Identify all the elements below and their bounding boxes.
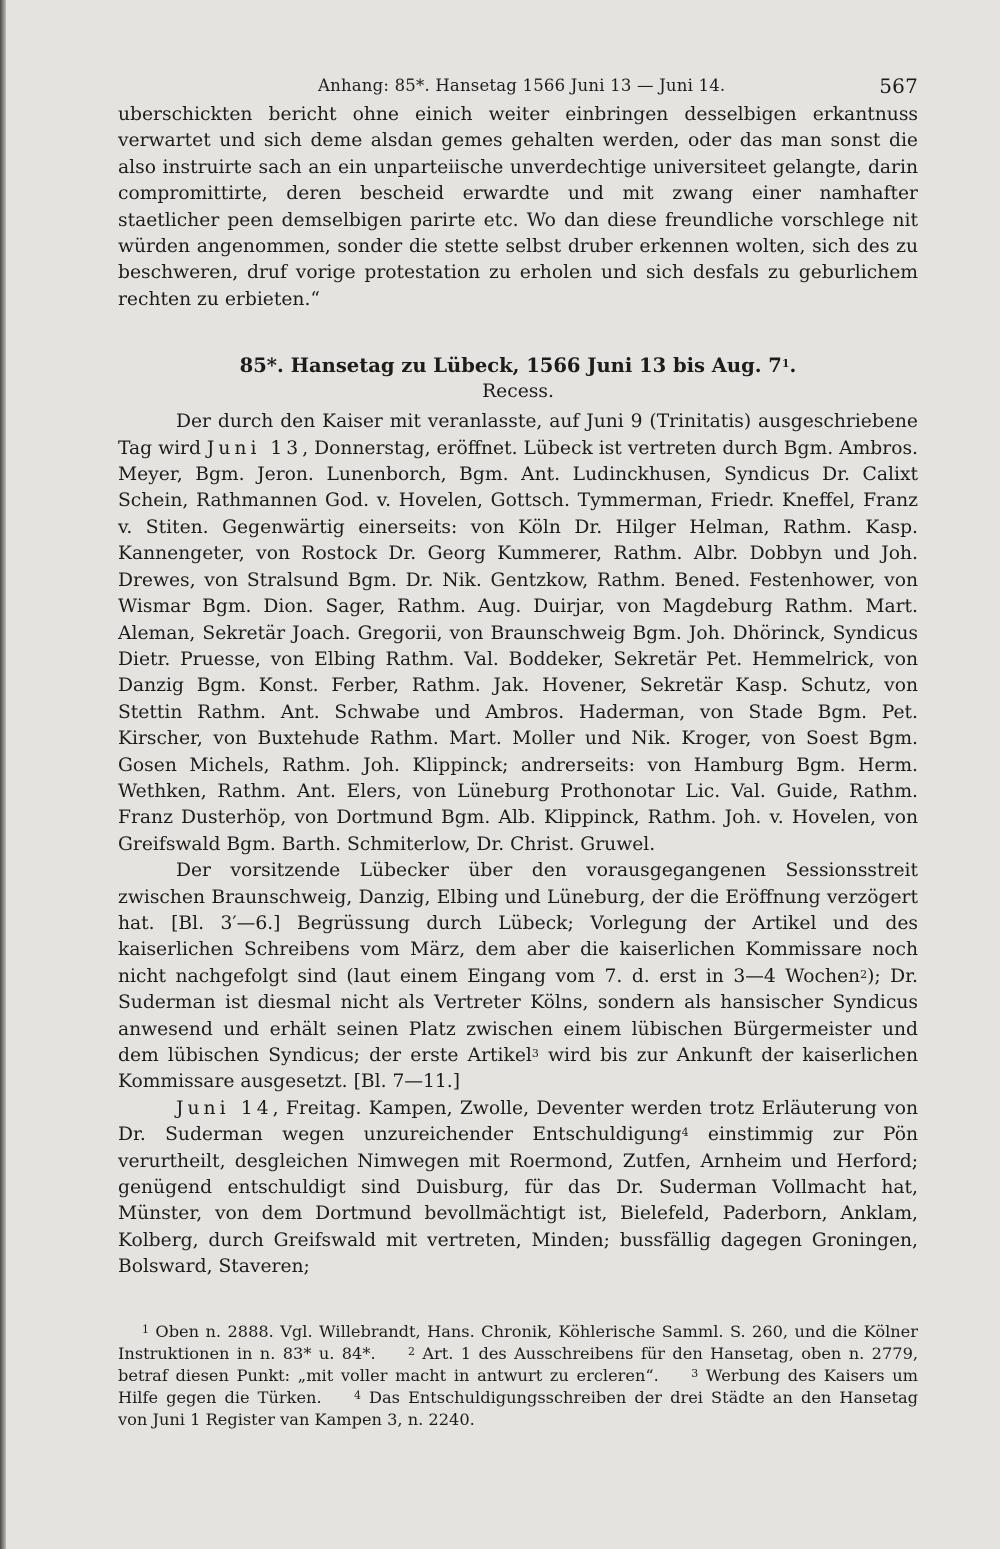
para1-text-b: , Donnerstag, eröffnet. Lübeck ist vertreten durch Bgm. Ambros. Meyer, Bgm. Jeron. Lunenborch, Bgm. Ant. Ludinckhusen, Syndicus Dr. Calixt Schein, Rathmannen God. v. Hovelen, Gottsch. Tymmerman, Friedr. Kneffel, Franz v. Stiten. Gegenwärtig einerseits: von Köln Dr. Hilger Helman, Rathm. Kasp. Kannengeter, von Rostock Dr. Georg Kummerer, Rathm. Albr. Dobbyn und Joh. Drewes, von Stralsund Bgm. Dr. Nik. Gentzkow, Rathm. Bened. Festenhower, von Wismar Bgm. Dion. Sager, Rathm. Aug. Duirjar, von Magdeburg Rathm. Mart. Aleman, Sekretär Joach. Gregorii, von Braunschweig Bgm. Joh. Dhörinck, Syndicus Dietr. Pruesse, von Elbing Rathm. Val. Boddeker, Sekretär Pet. Hemmelrick, von Danzig Bgm. Konst. Ferber, Rathm. Jak. Hovener, Sekretär Kasp. Schutz, von Stettin Rathm. Ant. Schwabe und Ambros. Haderman, von Stade Bgm. Pet. Kirscher, von Buxtehude Rathm. Mart. Moller und Nik. Kroger, von Soest Bgm. Gosen Michels, Rathm. Joh. Klippinck; andrerseits: von Hamburg Bgm. Herm. Wethken, Rathm. Ant. Elers, von Lüneburg Prothonotar Lic. Val. Guide, Rathm. Franz Dusterhöp, von Dortmund Bgm. Alb. Klippinck, Rathm. Joh. v. Hovelen, von Greifswald Bgm. Barth. Schmiterlow, Dr. Christ. Gruwel. [118, 437, 918, 855]
heading-end: . [789, 354, 797, 378]
footnote-1-marker: 1 [142, 1322, 149, 1336]
para3-text-b: einstimmig zur Pön verurtheilt, desgleichen Nimwegen mit Roermond, Zutfen, Arnheim und Herford; genügend entschuldigt sind Duisburg, für das Dr. Suderman Vollmacht hat, Münster, von dem Dortmund bevollmächtigt ist, Bielefeld, Paderborn, Anklam, Kolberg, durch Greifswald mit vertreten, Minden; bussfällig dagegen Groningen, Bolsward, Staveren; [118, 1124, 918, 1278]
scan-edge [0, 0, 6, 1549]
book-page [118, 72, 918, 1431]
running-head [118, 72, 918, 102]
footnote-2-marker: 2 [407, 1344, 415, 1358]
para3-text-a: , Freitag. Kampen, Zwolle, Deventer werden trotz Erläuterung von Dr. Suderman wegen unzureichender Entschuldigung [118, 1097, 918, 1146]
footnote-4-text: Das Entschuldigungsschreiben der drei Städte an den Hansetag von Juni 1 Register van Kampen 3, n. 2240. [118, 1387, 918, 1429]
footnote-4-marker: 4 [353, 1388, 361, 1402]
para2-text-a: Der vorsitzende Lübecker über den vorausgegangenen Sessionsstreit zwischen Braunschweig, Danzig, Elbing und Lüneburg, der die Eröffnung verzögert hat. [Bl. 3′—6.] Begrüssung durch Lübeck; Vorlegung der Artikel und des kaiserlichen Schreibens vom März, dem aber die kaiserlichen Kommissare noch nicht nachgefolgt sind (laut einem Eingang vom 7. d. erst in 3—4 Wochen [118, 860, 918, 987]
footnote-2-text: Art. 1 des Ausschreibens für den Hansetag, oben n. 2779, betraf diesen Punkt: „mit voller macht in antwurt zu ercleren“. [118, 1343, 919, 1385]
para3-date: Juni 14 [176, 1097, 273, 1119]
footnote-ref-4: 4 [681, 1126, 689, 1140]
para1-date: Juni 13 [206, 437, 303, 459]
para2-text-b: ); Dr. Suderman ist diesmal nicht als Vertreter Kölns, sondern als hansischer Syndicus anwesend und erhält seinen Platz zwischen einem lübischen Bürgermeister und dem lübischen Syndicus; der erste Artikel [118, 965, 918, 1066]
footnote-3-marker: 3 [691, 1366, 699, 1380]
paragraph-opening [118, 858, 918, 1096]
para1-text-a: Der durch den Kaiser mit veranlasste, auf Juni 9 (Trinitatis) ausgeschriebene Tag wird [118, 411, 918, 459]
heading-footnote-ref: 1 [781, 357, 790, 371]
para2-text-c: wird bis zur Ankunft der kaiserlichen Kommissare ausgesetzt. [Bl. 7—11.] [118, 1045, 918, 1093]
section-heading [118, 353, 918, 379]
section-subheading: Recess. [482, 381, 554, 403]
footnotes-block [118, 1321, 918, 1431]
running-title: Anhang: 85*. Hansetag 1566 Juni 13 — Juni 14. [318, 76, 726, 95]
section-heading-text: 85*. Hansetag zu Lübeck, 1566 Juni 13 bis Aug. 7 [239, 354, 782, 378]
footnote-ref-3: 3 [531, 1047, 539, 1060]
footnote-3-text: Werbung des Kaisers um Hilfe gegen die Türken. [118, 1365, 919, 1407]
footnote-1-text: Oben n. 2888. Vgl. Willebrandt, Hans. Chronik, Köhlerische Samml. S. 260, und die Kölner Instruktionen in n. 83* u. 84*. [118, 1321, 918, 1363]
paragraph-june-14 [118, 1096, 918, 1281]
page-number: 567 [879, 74, 918, 98]
continuation-paragraph: uberschickten bericht ohne einich weiter einbringen desselbigen erkantnuss verwartet und sich deme alsdan gemes gehalten werden, oder das man sonst die also instruirte sach an ein unparteiische unverdechtige universiteet gelangte, darin compromittirte, deren bescheid erwardte und mit zwang einer namhafter staetlicher peen demselbigen parirte etc. Wo dan diese freundliche vorschlege nit würden angenommen, sonder die stette selbst druber erkennen wolten, sich des zu beschweren, druf vorige protestation zu erholen und sich desfals zu geburlichem rechten zu erbieten.“ [118, 104, 918, 310]
paragraph-attendance [118, 409, 918, 858]
footnote-ref-2: 2 [860, 967, 868, 981]
footnotes [118, 1321, 918, 1431]
